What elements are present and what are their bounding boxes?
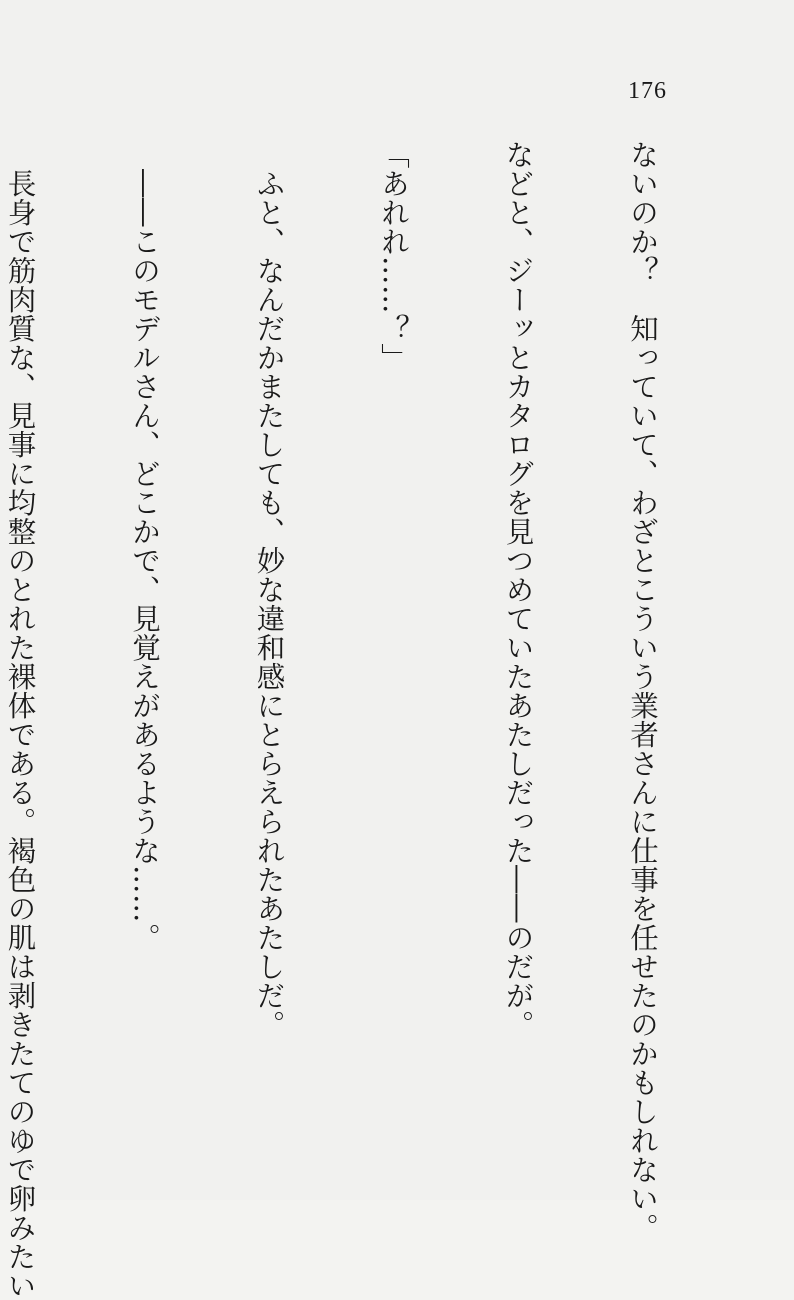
body-text xyxy=(0,140,746,1300)
page-number: 176 xyxy=(628,78,667,104)
text-line: ――このモデルさん、どこかで、見覚えがあるような……。 xyxy=(128,140,161,952)
text-line: 長身で筋肉質な、見事に均整のとれた裸体である。褐色の肌は剥きたてのゆで卵みたい xyxy=(3,140,37,1300)
text-line: ふと、なんだかまたしても、妙な違和感にとらえられたあたしだ。 xyxy=(252,140,286,1039)
text-line: 「あれれ……？」 xyxy=(377,140,410,372)
text-line: などと、ジーッとカタログを見つめていたあたしだった――のだが。 xyxy=(501,140,535,1039)
text-line: ないのか？ 知っていて、わざとこういう業者さんに仕事を任せたのかもしれない。 xyxy=(626,140,659,1242)
